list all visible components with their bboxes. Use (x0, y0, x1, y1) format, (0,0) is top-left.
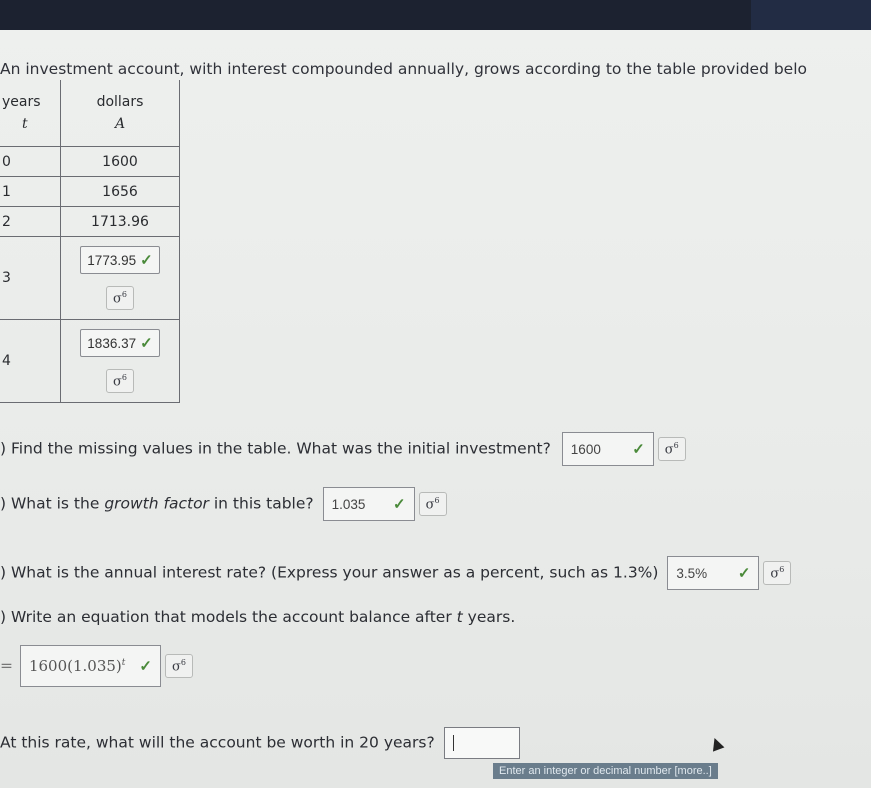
year3-answer-field[interactable] (80, 246, 159, 274)
amount-cell: 1656 (61, 177, 180, 207)
year-cell: 0 (0, 147, 61, 177)
check-icon: ✓ (392, 496, 406, 513)
sigma-icon[interactable]: $\sigma^6$ (106, 369, 134, 393)
question-d (0, 608, 515, 626)
future-value-field[interactable] (444, 727, 520, 759)
a-variable: A (114, 116, 126, 132)
data-table (0, 80, 180, 403)
table-row (0, 207, 180, 237)
sigma-icon[interactable]: $\sigma^6$ (106, 286, 134, 310)
text-caret (453, 735, 454, 751)
question-a-text: ) Find the missing values in the table. What was the initial investment? (0, 439, 551, 458)
initial-investment-value: 1600 (570, 441, 601, 457)
sigma-icon[interactable]: $\sigma^6$ (763, 561, 791, 585)
mouse-cursor-icon: ▲ (707, 731, 726, 754)
growth-factor-value: 1.035 (331, 496, 366, 512)
question-a (0, 432, 686, 466)
growth-factor-field[interactable] (323, 487, 415, 521)
question-b (0, 487, 447, 521)
table-row (0, 320, 180, 403)
equation-value: $1600(1.035)^t$ (28, 657, 126, 675)
years-header (0, 80, 61, 147)
year4-answer-value: 1836.37 (87, 335, 137, 351)
sigma-icon[interactable]: $\sigma^6$ (658, 437, 686, 461)
years-label: years (2, 94, 41, 110)
interest-rate-field[interactable] (667, 556, 759, 590)
input-hint-tooltip: Enter an integer or decimal number [more..] (493, 763, 718, 779)
amount-cell: 1713.96 (61, 207, 180, 237)
sigma-icon[interactable]: $\sigma^6$ (165, 654, 193, 678)
equation-field[interactable] (20, 645, 161, 687)
year-cell: 2 (0, 207, 61, 237)
interest-rate-value: 3.5% (676, 565, 708, 581)
question-b-text: ) What is the growth factor in this table? (0, 494, 314, 513)
table-row (0, 147, 180, 177)
year4-answer-field[interactable] (80, 329, 159, 357)
problem-intro: An investment account, with interest compounded annually, grows according to the table provided belo (0, 60, 808, 78)
sigma-icon[interactable]: $\sigma^6$ (419, 492, 447, 516)
year-cell: 3 (0, 237, 61, 320)
equation-row (0, 645, 193, 687)
top-bar (0, 0, 871, 30)
question-e-text: At this rate, what will the account be worth in 20 years? (0, 733, 435, 752)
year-cell: 4 (0, 320, 61, 403)
table-row (0, 237, 180, 320)
t-variable: t (22, 116, 28, 132)
question-c (0, 556, 791, 590)
year3-answer-value: 1773.95 (87, 252, 137, 268)
year-cell: 1 (0, 177, 61, 207)
amount-answer-cell (61, 320, 180, 403)
dollars-header (61, 80, 180, 147)
check-icon: ✓ (139, 658, 152, 675)
table-row (0, 177, 180, 207)
amount-answer-cell (61, 237, 180, 320)
question-d-text: ) Write an equation that models the account balance after t years. (0, 608, 516, 626)
question-e (0, 727, 520, 759)
check-icon: ✓ (737, 565, 751, 582)
dollars-label: dollars (96, 94, 144, 110)
equals-sign: = (0, 656, 13, 675)
question-c-text: ) What is the annual interest rate? (Express your answer as a percent, such as 1.3%) (0, 563, 659, 582)
amount-cell: 1600 (61, 147, 180, 177)
initial-investment-field[interactable] (562, 432, 654, 466)
check-icon: ✓ (140, 251, 153, 269)
check-icon: ✓ (140, 334, 153, 352)
check-icon: ✓ (632, 441, 645, 458)
top-bar-accent (751, 0, 871, 30)
